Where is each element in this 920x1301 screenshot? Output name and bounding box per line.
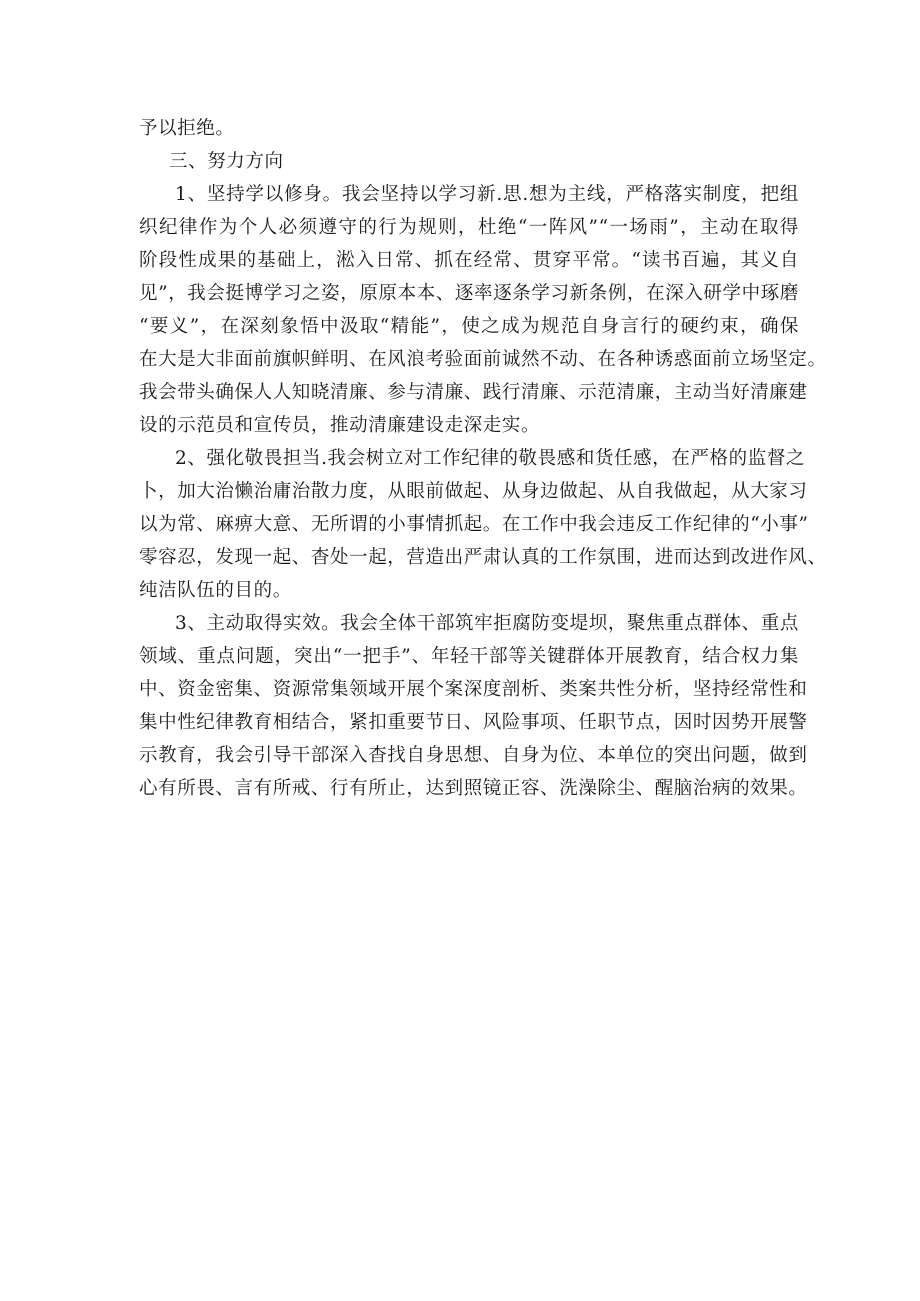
paragraph-line: 见”，我会挺博学习之姿，原原本本、逐率逐条学习新条例，在深入研学中琢磨 bbox=[139, 283, 799, 304]
paragraph-line: “要义”，在深刻象悟中汲取“精能”，使之成为规范自身言行的硬约束，确保 bbox=[139, 316, 799, 337]
paragraph-3 bbox=[139, 607, 808, 805]
paragraph-line: 设的示范员和宣传员，推动清廉建设走深走实。 bbox=[139, 415, 541, 436]
paragraph-line: 3、主动取得实效。我会全体干部筑牢拒腐防变堤坝，聚焦重点群体、重点 bbox=[175, 613, 799, 634]
paragraph-line: 在大是大非面前旗帜鲜明、在风浪考验面前诚然不动、在各种诱惑面前立场坚定。 bbox=[139, 349, 827, 370]
paragraph-line: 心有所畏、言有所戒、行有所止，达到照镜正容、洗澡除尘、醒脑治病的效果。 bbox=[139, 778, 808, 799]
paragraph-line: 中、资金密集、资源常集领域开展个案深度剖析、类案共性分析，坚持经常性和 bbox=[139, 679, 808, 700]
paragraph-line: 1、坚持学以修身。我会坚持以学习新.思.想为主线，严格落实制度，把组 bbox=[175, 184, 799, 205]
paragraph-line: 零容忍，发现一起、杳处一起，营造出严肃认真的工作氛围，进而达到改进作风、 bbox=[139, 547, 827, 568]
paragraph-1 bbox=[139, 178, 827, 442]
paragraph-line: 纯洁队伍的目的。 bbox=[139, 580, 292, 601]
paragraph-line: 卜，加大治懒治庸治散力度，从眼前做起、从身边做起、从自我做起，从大家习 bbox=[139, 481, 808, 502]
paragraph-line: 以为常、麻痹大意、无所谓的小事情抓起。在工作中我会违反工作纪律的“小事” bbox=[139, 514, 809, 535]
paragraph-line: 2、强化敬畏担当.我会树立对工作纪律的敬畏感和货任感，在严格的监督之 bbox=[175, 448, 806, 469]
paragraph-line: 我会带头确保人人知晓清廉、参与清廉、践行清廉、示范清廉，主动当好清廉建 bbox=[139, 382, 808, 403]
section-heading: 三、努力方向 bbox=[169, 151, 284, 172]
paragraph-line: 阶段性成果的基础上，淞入日常、抓在经常、贯穿平常。“读书百遍，其义自 bbox=[139, 250, 799, 271]
paragraph-2 bbox=[139, 442, 827, 607]
paragraph-line: 领域、重点问题，突出“一把手”、年轻干部等关键群体开展教育，结合权力集 bbox=[139, 646, 799, 667]
intro-tail-line: 予以拒绝。 bbox=[139, 118, 235, 139]
paragraph-line: 集中性纪律教育相结合，紧扣重要节日、风险事项、任职节点，因时因势开展警 bbox=[139, 712, 808, 733]
paragraph-line: 织纪律作为个人必须遵守的行为规则，杜绝“一阵风”“一场雨”，主动在取得 bbox=[139, 217, 799, 238]
document-page bbox=[139, 112, 827, 805]
paragraph-line: 示教育，我会引导干部深入杳找自身思想、自身为位、本单位的突出问题，做到 bbox=[139, 745, 808, 766]
